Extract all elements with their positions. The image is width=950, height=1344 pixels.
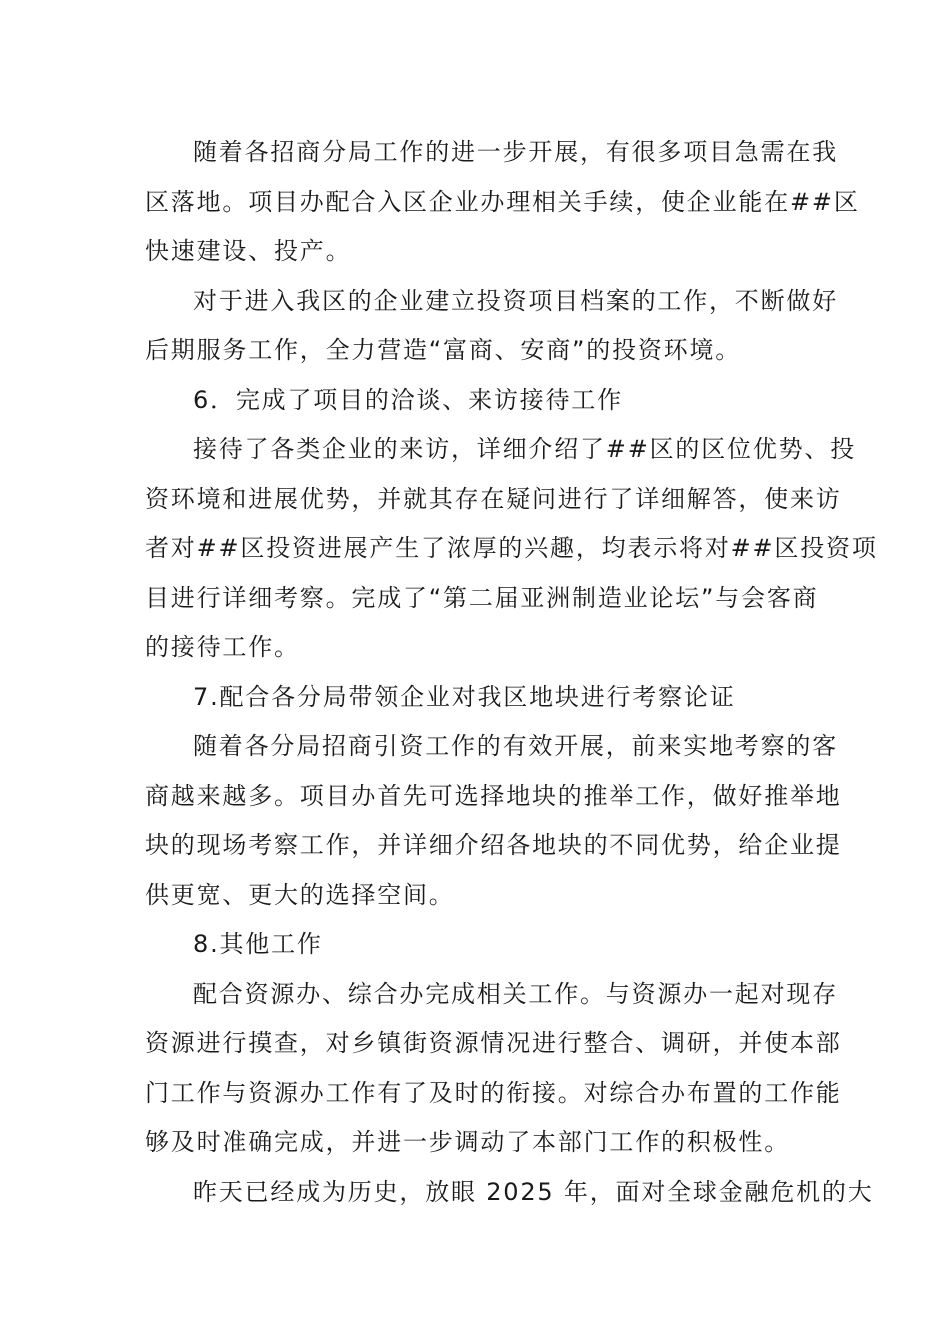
text-line: 块的现场考察工作，并详细介绍各地块的不同优势，给企业提 bbox=[145, 831, 842, 859]
text-line: 6．完成了项目的洽谈、来访接待工作 bbox=[193, 385, 623, 414]
text-line: 资源进行摸查，对乡镇街资源情况进行整合、调研，并使本部 bbox=[145, 1029, 842, 1057]
text-line: 8.其他工作 bbox=[193, 930, 323, 958]
text-line: 昨天已经成为历史，放眼 2025 年，面对全球金融危机的大 bbox=[193, 1177, 874, 1206]
text-line: 够及时准确完成，并进一步调动了本部门工作的积极性。 bbox=[145, 1128, 790, 1156]
text-line: 对于进入我区的企业建立投资项目档案的工作，不断做好 bbox=[193, 286, 838, 315]
body-paragraph bbox=[145, 277, 838, 376]
text-line: 的接待工作。 bbox=[145, 633, 300, 661]
text-line: 供更宽、更大的选择空间。 bbox=[145, 880, 455, 909]
body-paragraph bbox=[145, 128, 860, 277]
body-paragraph bbox=[145, 425, 878, 673]
text-line: 7.配合各分局带领企业对我区地块进行考察论证 bbox=[193, 682, 736, 711]
text-line: 接待了各类企业的来访，详细介绍了##区的区位优势、投 bbox=[193, 435, 857, 463]
text-line: 者对##区投资进展产生了浓厚的兴趣，均表示将对##区投资项 bbox=[145, 534, 878, 562]
body-paragraph bbox=[145, 1168, 874, 1218]
body-paragraph bbox=[145, 970, 842, 1168]
body-paragraph bbox=[145, 722, 842, 920]
section-heading bbox=[145, 920, 810, 970]
text-line: 后期服务工作，全力营造“富商、安商”的投资环境。 bbox=[145, 336, 742, 364]
text-line: 随着各分局招商引资工作的有效开展，前来实地考察的客 bbox=[193, 732, 838, 760]
text-line: 资环境和进展优势，并就其存在疑问进行了详细解答，使来访 bbox=[145, 484, 842, 513]
text-line: 商越来越多。项目办首先可选择地块的推举工作，做好推举地 bbox=[145, 781, 842, 810]
section-heading bbox=[145, 673, 810, 723]
text-line: 目进行详细考察。完成了“第二届亚洲制造业论坛”与会客商 bbox=[145, 583, 819, 612]
document-body bbox=[145, 128, 878, 1217]
text-line: 门工作与资源办工作有了及时的衔接。对综合办布置的工作能 bbox=[145, 1078, 842, 1107]
text-line: 随着各招商分局工作的进一步开展，有很多项目急需在我 bbox=[193, 138, 838, 166]
text-line: 区落地。项目办配合入区企业办理相关手续，使企业能在##区 bbox=[145, 187, 860, 216]
text-line: 快速建设、投产。 bbox=[145, 237, 352, 265]
section-heading bbox=[145, 376, 810, 426]
text-line: 配合资源办、综合办完成相关工作。与资源办一起对现存 bbox=[193, 979, 838, 1008]
